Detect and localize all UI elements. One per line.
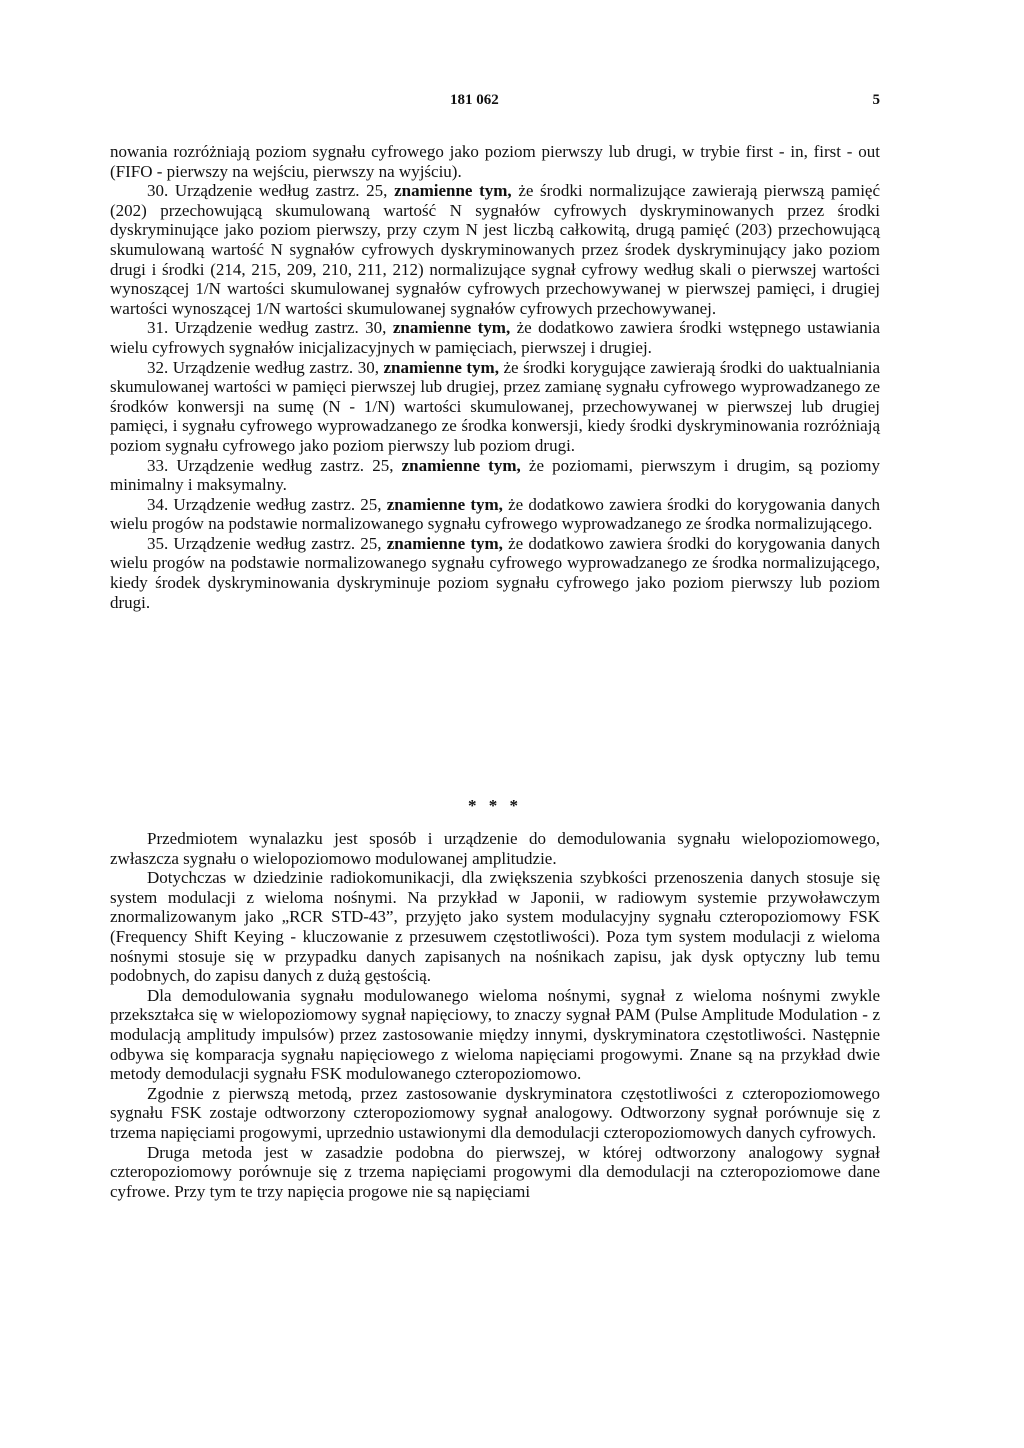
claim-lead: 32. Urządzenie według zastrz. 30, — [147, 357, 379, 377]
claim-30 — [110, 181, 880, 318]
claim-text: że dodatkowo zawiera środki do korygowania danych wielu progów na podstawie normalizowanego sygnału cyfrowego wyprowadzanego ze środka normalizującego. — [110, 494, 880, 534]
claim-text: że dodatkowo zawiera środki wstępnego ustawiania wielu cyfrowych sygnałów inicjalizacyjnych w pamięciach, pierwszej i drugiej. — [110, 318, 880, 357]
claim-31 — [110, 318, 880, 357]
description-paragraph: Dla demodulowania sygnału modulowanego wieloma nośnymi, sygnał z wieloma nośnymi zwykle przekształca się w wielopoziomowy sygnał napięciowy, to znaczy sygnał PAM (Pulse Amplitude Modulation - z modulacją amplitudy impulsów) przez zastosowanie między innymi, dyskryminatora częstotliwości. Następnie odbywa się komparacja sygnału napięciowego z wieloma napięciami progowymi. Znane są na przykład dwie metody demodulacji sygnału FSK modulowanego czteropoziomowo. — [110, 985, 880, 1084]
claim-35 — [110, 534, 880, 612]
description-section — [110, 829, 880, 1201]
claims-section — [110, 142, 880, 612]
claim-keyword: znamienne tym, — [386, 494, 503, 514]
claim-34 — [110, 495, 880, 534]
patent-number: 181 062 — [450, 92, 499, 108]
claim-text: że środki korygujące zawierają środki do uaktualniania skumulowanej wartości w pamięci pierwszej lub drugiej, przez zamianę sygnału cyfrowego wyprowadzanego ze środków konwersji na sumę (N - 1/N) wartości skumulowanej, przechowywanej w pierwszej lub drugiej pamięci, i sygnału cyfrowego wyprowadzanego ze środka konwersji, kiedy środki dyskryminowania rozróżniają poziom sygnału cyfrowego jako poziom pierwszy lub poziom drugi. — [110, 357, 880, 455]
claim-33 — [110, 456, 880, 495]
claim-lead: 30. Urządzenie według zastrz. 25, — [147, 181, 388, 201]
description-paragraph: Przedmiotem wynalazku jest sposób i urządzenie do demodulowania sygnału wielopoziomowego, zwłaszcza sygnału o wielopoziomowo modulowanej amplitudzie. — [110, 829, 880, 868]
description-paragraph: Dotychczas w dziedzinie radiokomunikacji, dla zwiększenia szybkości przenoszenia danych stosuje się system modulacji z wieloma nośnymi. Na przykład w Japonii, w radiowym systemie przywoławczym znormalizowanym jako „RCR STD-43”, przyjęto jako system modulacyjny sygnału czteropoziomowy FSK (Frequency Shift Keying - kluczowanie z przesuwem częstotliwości). Poza tym system modulacji z wieloma nośnymi stosuje się w przypadku danych zapisanych na nośnikach zapisu, jak dysk optyczny lub temu podobnych, do zapisu danych z dużą gęstością. — [110, 868, 880, 986]
claim-lead: 31. Urządzenie według zastrz. 30, — [147, 318, 387, 338]
claim-keyword: znamienne tym, — [394, 181, 512, 201]
claim-lead: 33. Urządzenie według zastrz. 25, — [147, 455, 394, 475]
claim-keyword: znamienne tym, — [392, 318, 511, 338]
page-header — [110, 92, 880, 116]
claim-32 — [110, 358, 880, 456]
description-paragraph: Zgodnie z pierwszą metodą, przez zastosowanie dyskryminatora częstotliwości z czteropoziomowego sygnału FSK zostaje odtworzony czteropoziomowy sygnał analogowy. Odtworzony sygnał porównuje się z trzema napięciami progowymi, uprzednio ustawionymi dla demodulacji czteropoziomowych danych cyfrowych. — [110, 1083, 880, 1142]
claim-text: że środki normalizujące zawierają pierwszą pamięć (202) przechowującą skumulowaną wartość N sygnałów cyfrowych dyskryminowanych przez środki dyskryminujące jako poziom pierwszy, przy czym N jest liczbą całkowitą, drugą pamięć (203) przechowującą skumulowaną wartość N sygnałów cyfrowych dyskryminowanych przez środek dyskryminujący jako poziom drugi i środki (214, 215, 209, 210, 211, 212) normalizujące sygnał cyfrowy według skali o pierwszej wartości wynoszącej 1/N wartości skumulowanej sygnałów cyfrowych przechowywanej w pierwszej pamięci, i drugiej wartości wynoszącej 1/N wartości skumulowanej sygnałów cyfrowych przechowywanej. — [110, 181, 881, 318]
claim-lead: 35. Urządzenie według zastrz. 25, — [147, 533, 382, 553]
claim-lead: 34. Urządzenie według zastrz. 25, — [147, 494, 382, 514]
claim-keyword: znamienne tym, — [386, 533, 503, 553]
claim-keyword: znamienne tym, — [401, 455, 521, 475]
page-number: 5 — [872, 92, 880, 108]
claim-text: że poziomami, pierwszym i drugim, są poziomy minimalny i maksymalny. — [110, 455, 881, 495]
claim-continuation: nowania rozróżniają poziom sygnału cyfrowego jako poziom pierwszy lub drugi, w trybie first - in, first - out (FIFO - pierwszy na wejściu, pierwszy na wyjściu). — [110, 142, 880, 181]
description-paragraph: Druga metoda jest w zasadzie podobna do pierwszej, w której odtworzony analogowy sygnał czteropoziomowy porównuje się z trzema napięciami progowymi dla demodulacji na czteropoziomowe dane cyfrowe. Przy tym te trzy napięcia progowe nie są napięciami — [110, 1142, 880, 1201]
section-separator: * * * — [468, 796, 522, 815]
claim-text: że dodatkowo zawiera środki do korygowania danych wielu progów na podstawie normalizowanego sygnału cyfrowego wyprowadzanego ze środka normalizującego, kiedy środek dyskryminowania dyskryminuje poziom sygnału cyfrowego jako poziom pierwszy lub poziom drugi. — [110, 533, 880, 612]
claim-keyword: znamienne tym, — [383, 357, 499, 377]
